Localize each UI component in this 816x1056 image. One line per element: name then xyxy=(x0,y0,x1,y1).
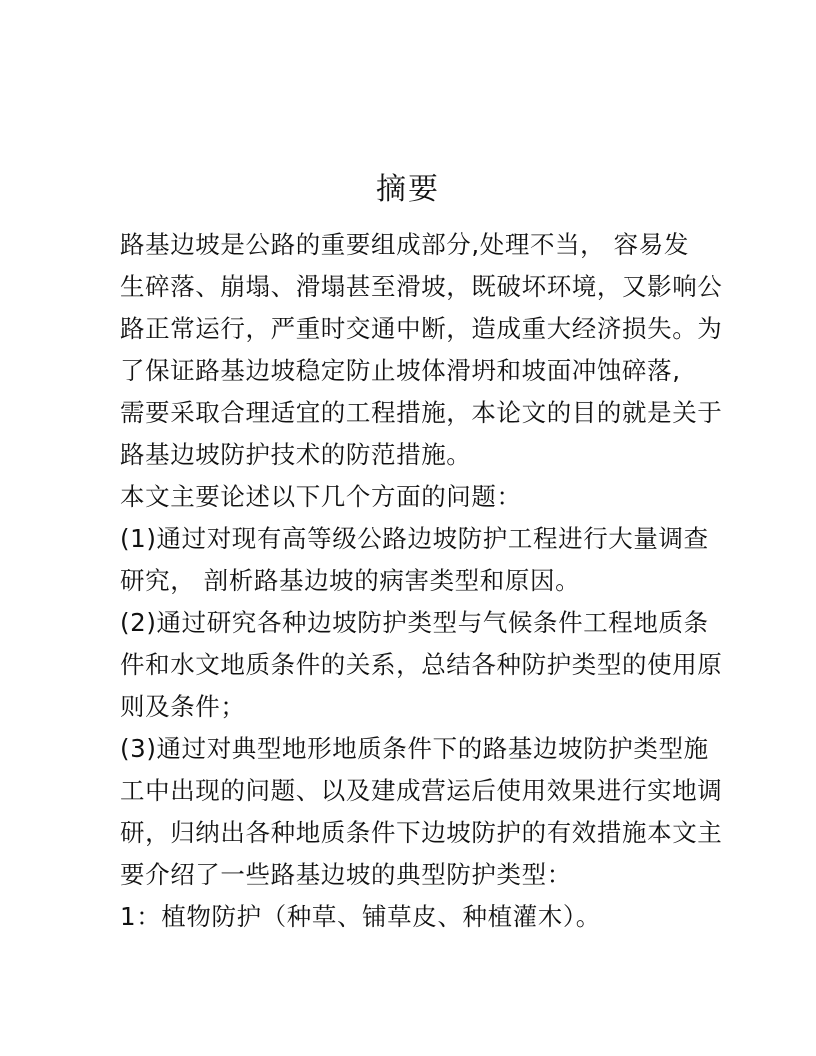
abstract-body xyxy=(120,224,760,938)
text-line: 路基边坡是公路的重要组成部分,处理不当， 容易发 xyxy=(120,230,689,259)
text-line: 工中出现的问题、以及建成营运后使用效果进行实地调 xyxy=(120,776,723,805)
text-line: (1)通过对现有高等级公路边坡防护工程进行大量调查 xyxy=(120,524,709,553)
text-line: 研究， 剖析路基边坡的病害类型和原因。 xyxy=(120,566,581,595)
text-line: 件和水文地质条件的关系，总结各种防护类型的使用原 xyxy=(120,650,723,679)
text-line: 则及条件； xyxy=(120,692,246,721)
text-line: 1：植物防护（种草、铺草皮、种植灌木）。 xyxy=(120,902,601,931)
text-line: (2)通过研究各种边坡防护类型与气候条件工程地质条 xyxy=(120,608,709,637)
text-line: 生碎落、崩塌、滑塌甚至滑坡，既破坏环境，又影响公 xyxy=(120,272,723,301)
text-line: 路基边坡防护技术的防范措施。 xyxy=(120,440,472,469)
text-line: 需要采取合理适宜的工程措施，本论文的目的就是关于 xyxy=(120,398,723,427)
text-line: 研，归纳出各种地质条件下边坡防护的有效措施本文主 xyxy=(120,818,723,847)
text-line: 路正常运行，严重时交通中断，造成重大经济损失。为 xyxy=(120,314,723,343)
text-line: 本文主要论述以下几个方面的问题： xyxy=(120,482,522,511)
text-line: (3)通过对典型地形地质条件下的路基边坡防护类型施 xyxy=(120,734,709,763)
page-title: 摘要 xyxy=(376,172,440,207)
text-line: 了保证路基边坡稳定防止坡体滑坍和坡面冲蚀碎落, xyxy=(120,356,681,385)
text-line: 要介绍了一些路基边坡的典型防护类型： xyxy=(120,860,572,889)
